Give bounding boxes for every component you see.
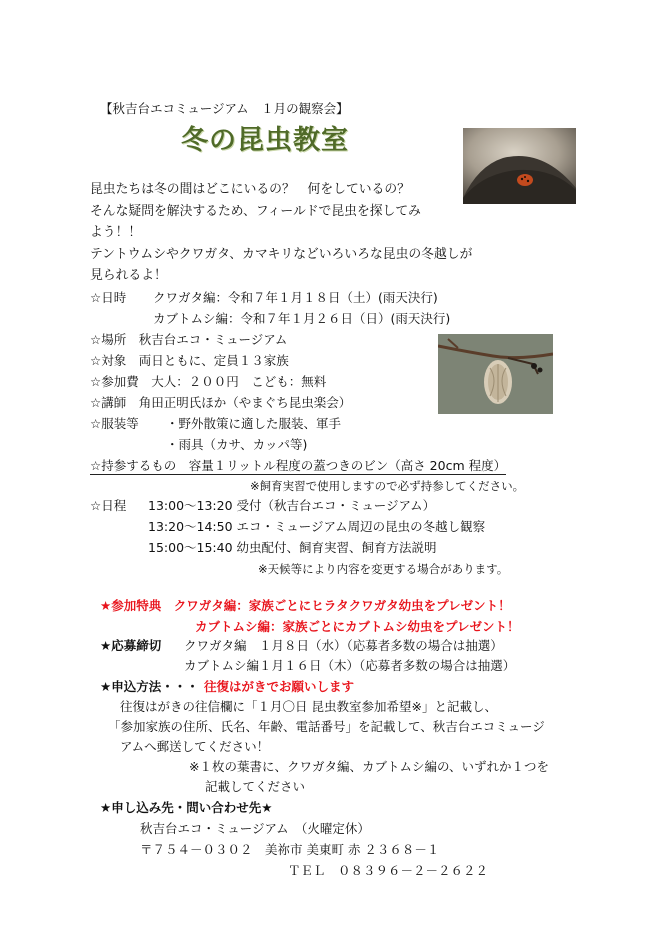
- apply-line-1: 往復はがきの往信欄に「１月〇日 昆虫教室参加希望※」と記載し、: [120, 699, 497, 714]
- apply-line-2: 「参加家族の住所、氏名、年齢、電話番号」を記載して、秋吉台エコミュージ: [108, 719, 545, 734]
- fee: ☆参加費 大人：２００円 こども：無料: [90, 374, 327, 389]
- clothing-label: ☆服装等: [90, 416, 139, 431]
- deadline-kabutomushi: カブトムシ編１月１６日（木）（応募者多数の場合は抽選）: [184, 658, 516, 673]
- apply-highlight: 往復はがきでお願いします: [204, 679, 355, 694]
- contact-tel: ＴＥＬ ０８３９６－２－２６２２: [288, 863, 489, 878]
- apply-label: ★申込方法・・・: [100, 679, 199, 694]
- ladybug-photo: [463, 128, 576, 204]
- contact-address: 〒７５４－０３０２ 美祢市 美東町 赤 ２３６８－１: [140, 842, 440, 857]
- instructor: ☆講師 角田正明氏ほか（やまぐち昆虫楽会）: [90, 395, 352, 410]
- intro-line-2: そんな疑問を解決するため、フィールドで昆虫を探してみ: [90, 204, 421, 219]
- bring-note: ※飼育実習で使用しますので必ず持参してください。: [250, 479, 525, 493]
- clothing-item-1: ・野外散策に適した服装、軍手: [166, 416, 342, 431]
- deadline-label: ★応募締切: [100, 638, 162, 653]
- contact-name: 秋吉台エコ・ミュージアム （火曜定休）: [140, 821, 370, 836]
- event-header-tag: 【秋吉台エコミュージアム １月の観察会】: [100, 101, 349, 116]
- schedule-note: ※天候等により内容を変更する場合があります。: [258, 562, 509, 576]
- schedule-item: 15:00～15:40 幼虫配付、飼育実習、飼育方法説明: [148, 540, 437, 555]
- contact-label: ★申し込み先・問い合わせ先★: [100, 800, 273, 815]
- date-label: ☆日時: [90, 290, 127, 305]
- place: ☆場所 秋吉台エコ・ミュージアム: [90, 332, 288, 347]
- intro-line-5: 見られるよ！: [90, 268, 167, 283]
- page-title: 冬の昆虫教室: [181, 125, 349, 156]
- intro-line-3: よう！！: [90, 225, 142, 240]
- bring-item: ☆持参するもの 容量１リットル程度の蓋つきのビン（高さ 20cm 程度）: [90, 458, 507, 473]
- schedule-item: 13:20～14:50 エコ・ミュージアム周辺の昆虫の冬越し観察: [148, 519, 486, 534]
- bonus-line-1: ★参加特典 クワガタ編：家族ごとにヒラタクワガタ幼虫をプレゼント！: [100, 598, 511, 613]
- mantis-egg-case-photo: [438, 334, 553, 414]
- target: ☆対象 両日ともに、定員１３家族: [90, 353, 289, 368]
- apply-line-3: アムへ郵送してください！: [120, 739, 270, 754]
- date-kabutomushi: カブトムシ編：令和７年１月２６日（日）(雨天決行): [153, 311, 451, 326]
- intro-line-1: 昆虫たちは冬の間はどこにいるの？ 何をしているの？: [90, 182, 410, 197]
- clothing-item-2: ・雨具（カサ、カッパ等): [166, 437, 308, 452]
- bonus-line-2: カブトムシ編：家族ごとにカブトムシ幼虫をプレゼント！: [195, 619, 520, 634]
- apply-note-2: 記載してください: [205, 779, 306, 794]
- deadline-kuwagata: クワガタ編 １月８日（水）（応募者多数の場合は抽選）: [184, 638, 503, 653]
- intro-line-4: テントウムシやクワガタ、カマキリなどいろいろな昆虫の冬越しが: [90, 247, 473, 262]
- schedule-label: ☆日程: [90, 498, 127, 513]
- date-kuwagata: クワガタ編：令和７年１月１８日（土）(雨天決行): [153, 290, 438, 305]
- schedule-item: 13:00～13:20 受付（秋吉台エコ・ミュージアム）: [148, 498, 436, 513]
- apply-note-1: ※１枚の葉書に、クワガタ編、カブトムシ編の、いずれか１つを: [189, 759, 549, 774]
